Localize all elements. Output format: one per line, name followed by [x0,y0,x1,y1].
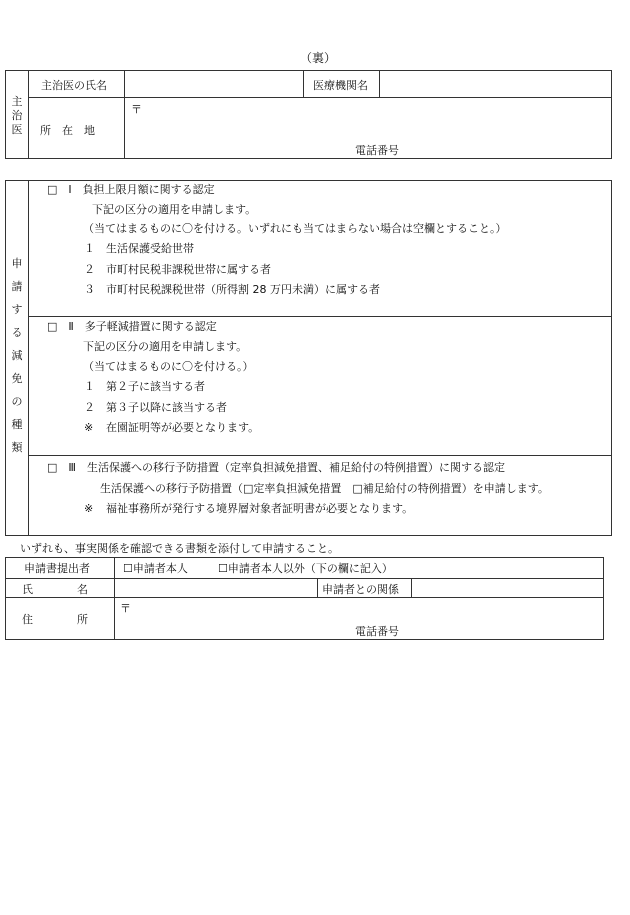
page-side-label: （裏） [300,51,337,65]
block1-item-2-num: ２ [84,263,95,276]
block2-certificate-note: 在園証明等が必要となります。 [106,421,260,434]
block2-note: （当てはまるものに〇を付ける。） [83,360,254,373]
relation-field[interactable] [414,580,600,595]
submitter-address-label: 住 所 [22,613,88,626]
relation-label: 申請者との関係 [322,583,399,596]
submitter-address-field[interactable] [117,600,600,622]
doctor-phone-label: 電話番号 [355,144,399,157]
block2-item-2-num: ２ [84,401,95,414]
block1-item-1-num: １ [84,242,95,255]
block3-note: 福祉事務所が発行する境界層対象者証明書が必要となります。 [106,502,414,515]
institution-field[interactable] [383,76,608,94]
doctor-postal-mark: 〒 [131,103,142,116]
submitter-option-other[interactable]: ☐申請者本人以外（下の欄に記入） [218,562,393,575]
attachment-note: いずれも、事実関係を確認できる書類を添付して申請すること。 [20,542,339,555]
block2-item-2[interactable]: 第３子以降に該当する者 [106,401,227,414]
doctor-address-field[interactable] [128,100,608,142]
block3-note-mark: ※ [84,502,94,515]
block1-item-2[interactable]: 市町村民税非課税世帯に属する者 [106,263,271,276]
doctor-section-label: 主 治 医 [11,95,23,136]
block1-intro: 下記の区分の適用を申請します。 [92,203,257,216]
block2-item-1[interactable]: 第２子に該当する者 [106,380,205,393]
block1-note: （当てはまるものに〇を付ける。いずれにも当てはまらない場合は空欄とすること。） [83,222,507,235]
block1-title[interactable]: □ Ⅰ 負担上限月額に関する認定 [47,183,215,196]
block2-item-1-num: １ [84,380,95,393]
submitter-label: 申請書提出者 [24,562,90,575]
doctor-name-label: 主治医の氏名 [41,79,107,92]
doctor-name-field[interactable] [128,76,300,94]
submitter-name-label: 氏 名 [22,583,88,596]
institution-label: 医療機関名 [313,79,368,92]
submitter-option-self[interactable]: ☐申請者本人 [123,562,188,575]
block1-item-3-num: ３ [84,283,95,296]
block1-item-3[interactable]: 市町村民税課税世帯（所得割 28 万円未満）に属する者 [106,283,380,296]
block3-title[interactable]: □ Ⅲ 生活保護への移行予防措置（定率負担減免措置、補足給付の特例措置）に関する認定 [47,461,505,474]
block2-title[interactable]: □ Ⅱ 多子軽減措置に関する認定 [47,320,217,333]
block3-body[interactable]: 生活保護への移行予防措置（□定率負担減免措置 □補足給付の特例措置）を申請します。 [100,482,549,495]
reduction-section-label: 申 請 す る 減 免 の 種 類 [11,257,23,454]
submitter-phone-label: 電話番号 [355,625,399,638]
doctor-address-label: 所 在 地 [40,124,95,137]
block1-item-1[interactable]: 生活保護受給世帯 [106,242,194,255]
block2-note-mark: ※ [84,421,94,434]
submitter-name-field[interactable] [117,580,313,595]
block2-intro: 下記の区分の適用を申請します。 [83,340,248,353]
submitter-postal-mark: 〒 [120,602,131,615]
